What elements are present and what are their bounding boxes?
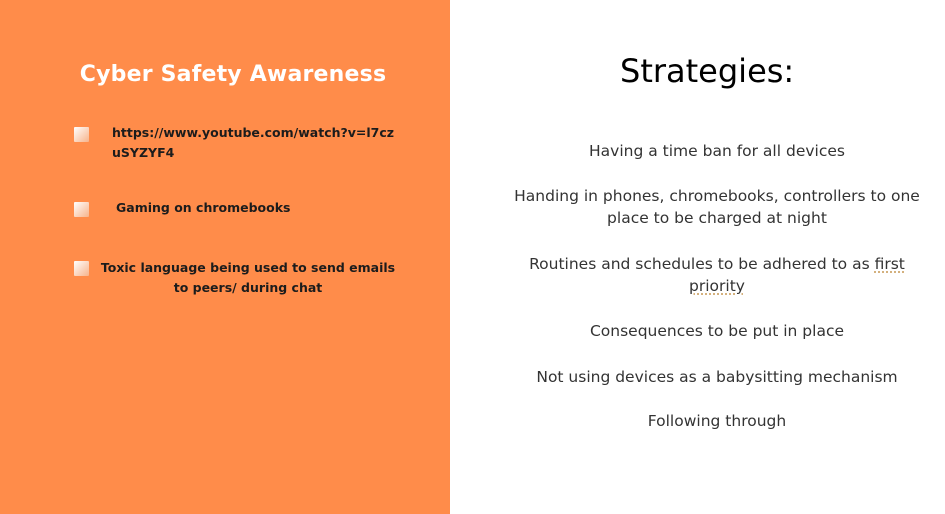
bullet-square-icon — [74, 261, 89, 276]
bullet-square-icon — [74, 127, 89, 142]
spellcheck-marked-text: first priority — [689, 255, 905, 295]
strategy-item: Having a time ban for all devices — [589, 142, 845, 160]
right-title: Strategies: — [620, 52, 795, 90]
bullet-text-link[interactable]: https://www.youtube.com/watch?v=l7czuSYZYF4 — [112, 125, 395, 160]
strategy-item: Not using devices as a babysitting mechanism — [536, 368, 898, 386]
left-title: Cyber Safety Awareness — [79, 62, 387, 87]
bullet-text-toxic-language: Toxic language being used to send emails to peers/ during chat — [100, 260, 396, 295]
left-panel — [0, 0, 450, 514]
bullet-square-icon — [74, 202, 89, 217]
strategy-item: Handing in phones, chromebooks, controllers to one place to be charged at night — [514, 187, 920, 227]
bullet-text-gaming: Gaming on chromebooks — [116, 200, 291, 215]
strategy-text: Routines and schedules to be adhered to as — [529, 255, 875, 273]
strategy-item: Consequences to be put in place — [589, 322, 845, 340]
strategy-item: Following through — [647, 412, 787, 430]
strategy-item — [500, 253, 934, 297]
